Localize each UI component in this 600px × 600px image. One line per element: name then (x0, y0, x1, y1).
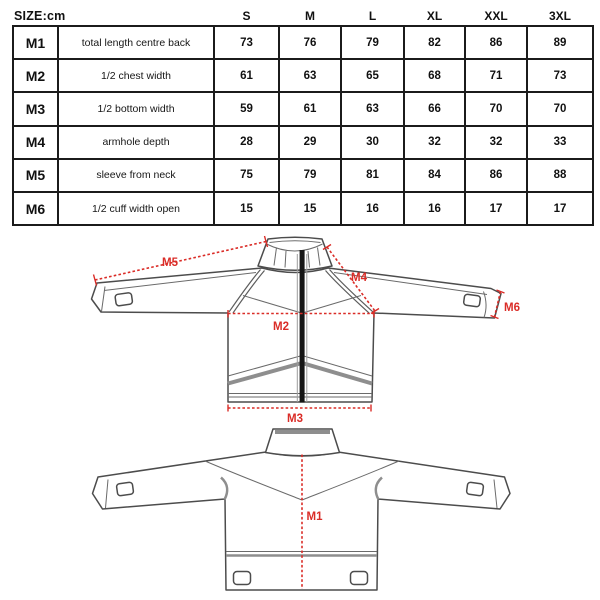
measure-value: 73 (214, 26, 279, 59)
front-jacket-diagram (92, 236, 520, 425)
measure-value: 61 (214, 59, 279, 92)
measure-value: 65 (341, 59, 404, 92)
measure-code: M1 (13, 26, 58, 59)
measure-label-m6: M6 (504, 302, 520, 314)
measure-value: 70 (465, 92, 527, 125)
measure-value: 71 (465, 59, 527, 92)
measure-description: total length centre back (58, 26, 214, 59)
table-row-m1 (13, 26, 593, 59)
size-header-s: S (242, 8, 251, 23)
measure-value: 29 (279, 126, 341, 159)
measure-label-m1: M1 (306, 511, 323, 523)
measure-value: 84 (404, 159, 465, 192)
measure-value: 59 (214, 92, 279, 125)
measure-value: 28 (214, 126, 279, 159)
jacket-measure-diagrams (0, 228, 600, 600)
table-row-m6 (13, 192, 593, 225)
size-chart-table (12, 6, 594, 226)
size-header-xl: XL (426, 8, 443, 23)
back-jacket-diagram (93, 429, 511, 590)
measure-value: 73 (527, 59, 593, 92)
back-cuff-tab-right (466, 482, 484, 496)
table-row-m3 (13, 92, 593, 125)
measure-description: 1/2 bottom width (58, 92, 214, 125)
measure-value: 68 (404, 59, 465, 92)
cuff-tab-right (463, 294, 480, 307)
measure-value: 89 (527, 26, 593, 59)
measure-label-m3: M3 (287, 413, 303, 425)
cuff-tab-left (115, 292, 133, 306)
measure-label-m4: M4 (351, 272, 367, 284)
back-collar (266, 429, 340, 456)
table-row-m4 (13, 126, 593, 159)
measure-value: 70 (527, 92, 593, 125)
size-header-m: M (305, 8, 316, 23)
measure-code: M6 (13, 192, 58, 225)
measure-value: 16 (404, 192, 465, 225)
measure-code: M5 (13, 159, 58, 192)
measure-description: 1/2 cuff width open (58, 192, 214, 225)
front-collar (258, 237, 332, 270)
hem-tab-right (351, 572, 368, 585)
hem-tab-left (234, 572, 251, 585)
size-header-xxl: XXL (484, 8, 508, 23)
measure-value: 79 (279, 159, 341, 192)
measure-code: M3 (13, 92, 58, 125)
table-row-m2 (13, 59, 593, 92)
measure-value: 15 (279, 192, 341, 225)
measure-label-m2: M2 (273, 321, 289, 333)
measure-value: 16 (341, 192, 404, 225)
measure-description: armhole depth (58, 126, 214, 159)
table-row-m5 (13, 159, 593, 192)
measure-value: 63 (341, 92, 404, 125)
back-cuff-tab-left (116, 482, 134, 496)
measure-value: 32 (465, 126, 527, 159)
measure-value: 17 (527, 192, 593, 225)
measure-description: 1/2 chest width (58, 59, 214, 92)
measure-value: 79 (341, 26, 404, 59)
measure-value: 86 (465, 26, 527, 59)
measure-description: sleeve from neck (58, 159, 214, 192)
size-header-row (13, 6, 593, 26)
measure-code: M2 (13, 59, 58, 92)
measure-value: 63 (279, 59, 341, 92)
measure-value: 81 (341, 159, 404, 192)
measure-line-m3 (228, 405, 371, 426)
measure-value: 33 (527, 126, 593, 159)
measure-value: 86 (465, 159, 527, 192)
size-unit-label: SIZE:cm (14, 8, 66, 23)
measure-value: 15 (214, 192, 279, 225)
measure-value: 30 (341, 126, 404, 159)
size-header-3xl: 3XL (549, 8, 572, 23)
measure-value: 82 (404, 26, 465, 59)
measure-code: M4 (13, 126, 58, 159)
measure-value: 32 (404, 126, 465, 159)
measure-value: 75 (214, 159, 279, 192)
measure-value: 17 (465, 192, 527, 225)
measure-value: 76 (279, 26, 341, 59)
back-jacket-outline (93, 452, 511, 590)
measure-value: 88 (527, 159, 593, 192)
measure-value: 61 (279, 92, 341, 125)
measure-label-m5: M5 (162, 257, 178, 269)
measure-value: 66 (404, 92, 465, 125)
size-header-l: L (368, 8, 377, 23)
